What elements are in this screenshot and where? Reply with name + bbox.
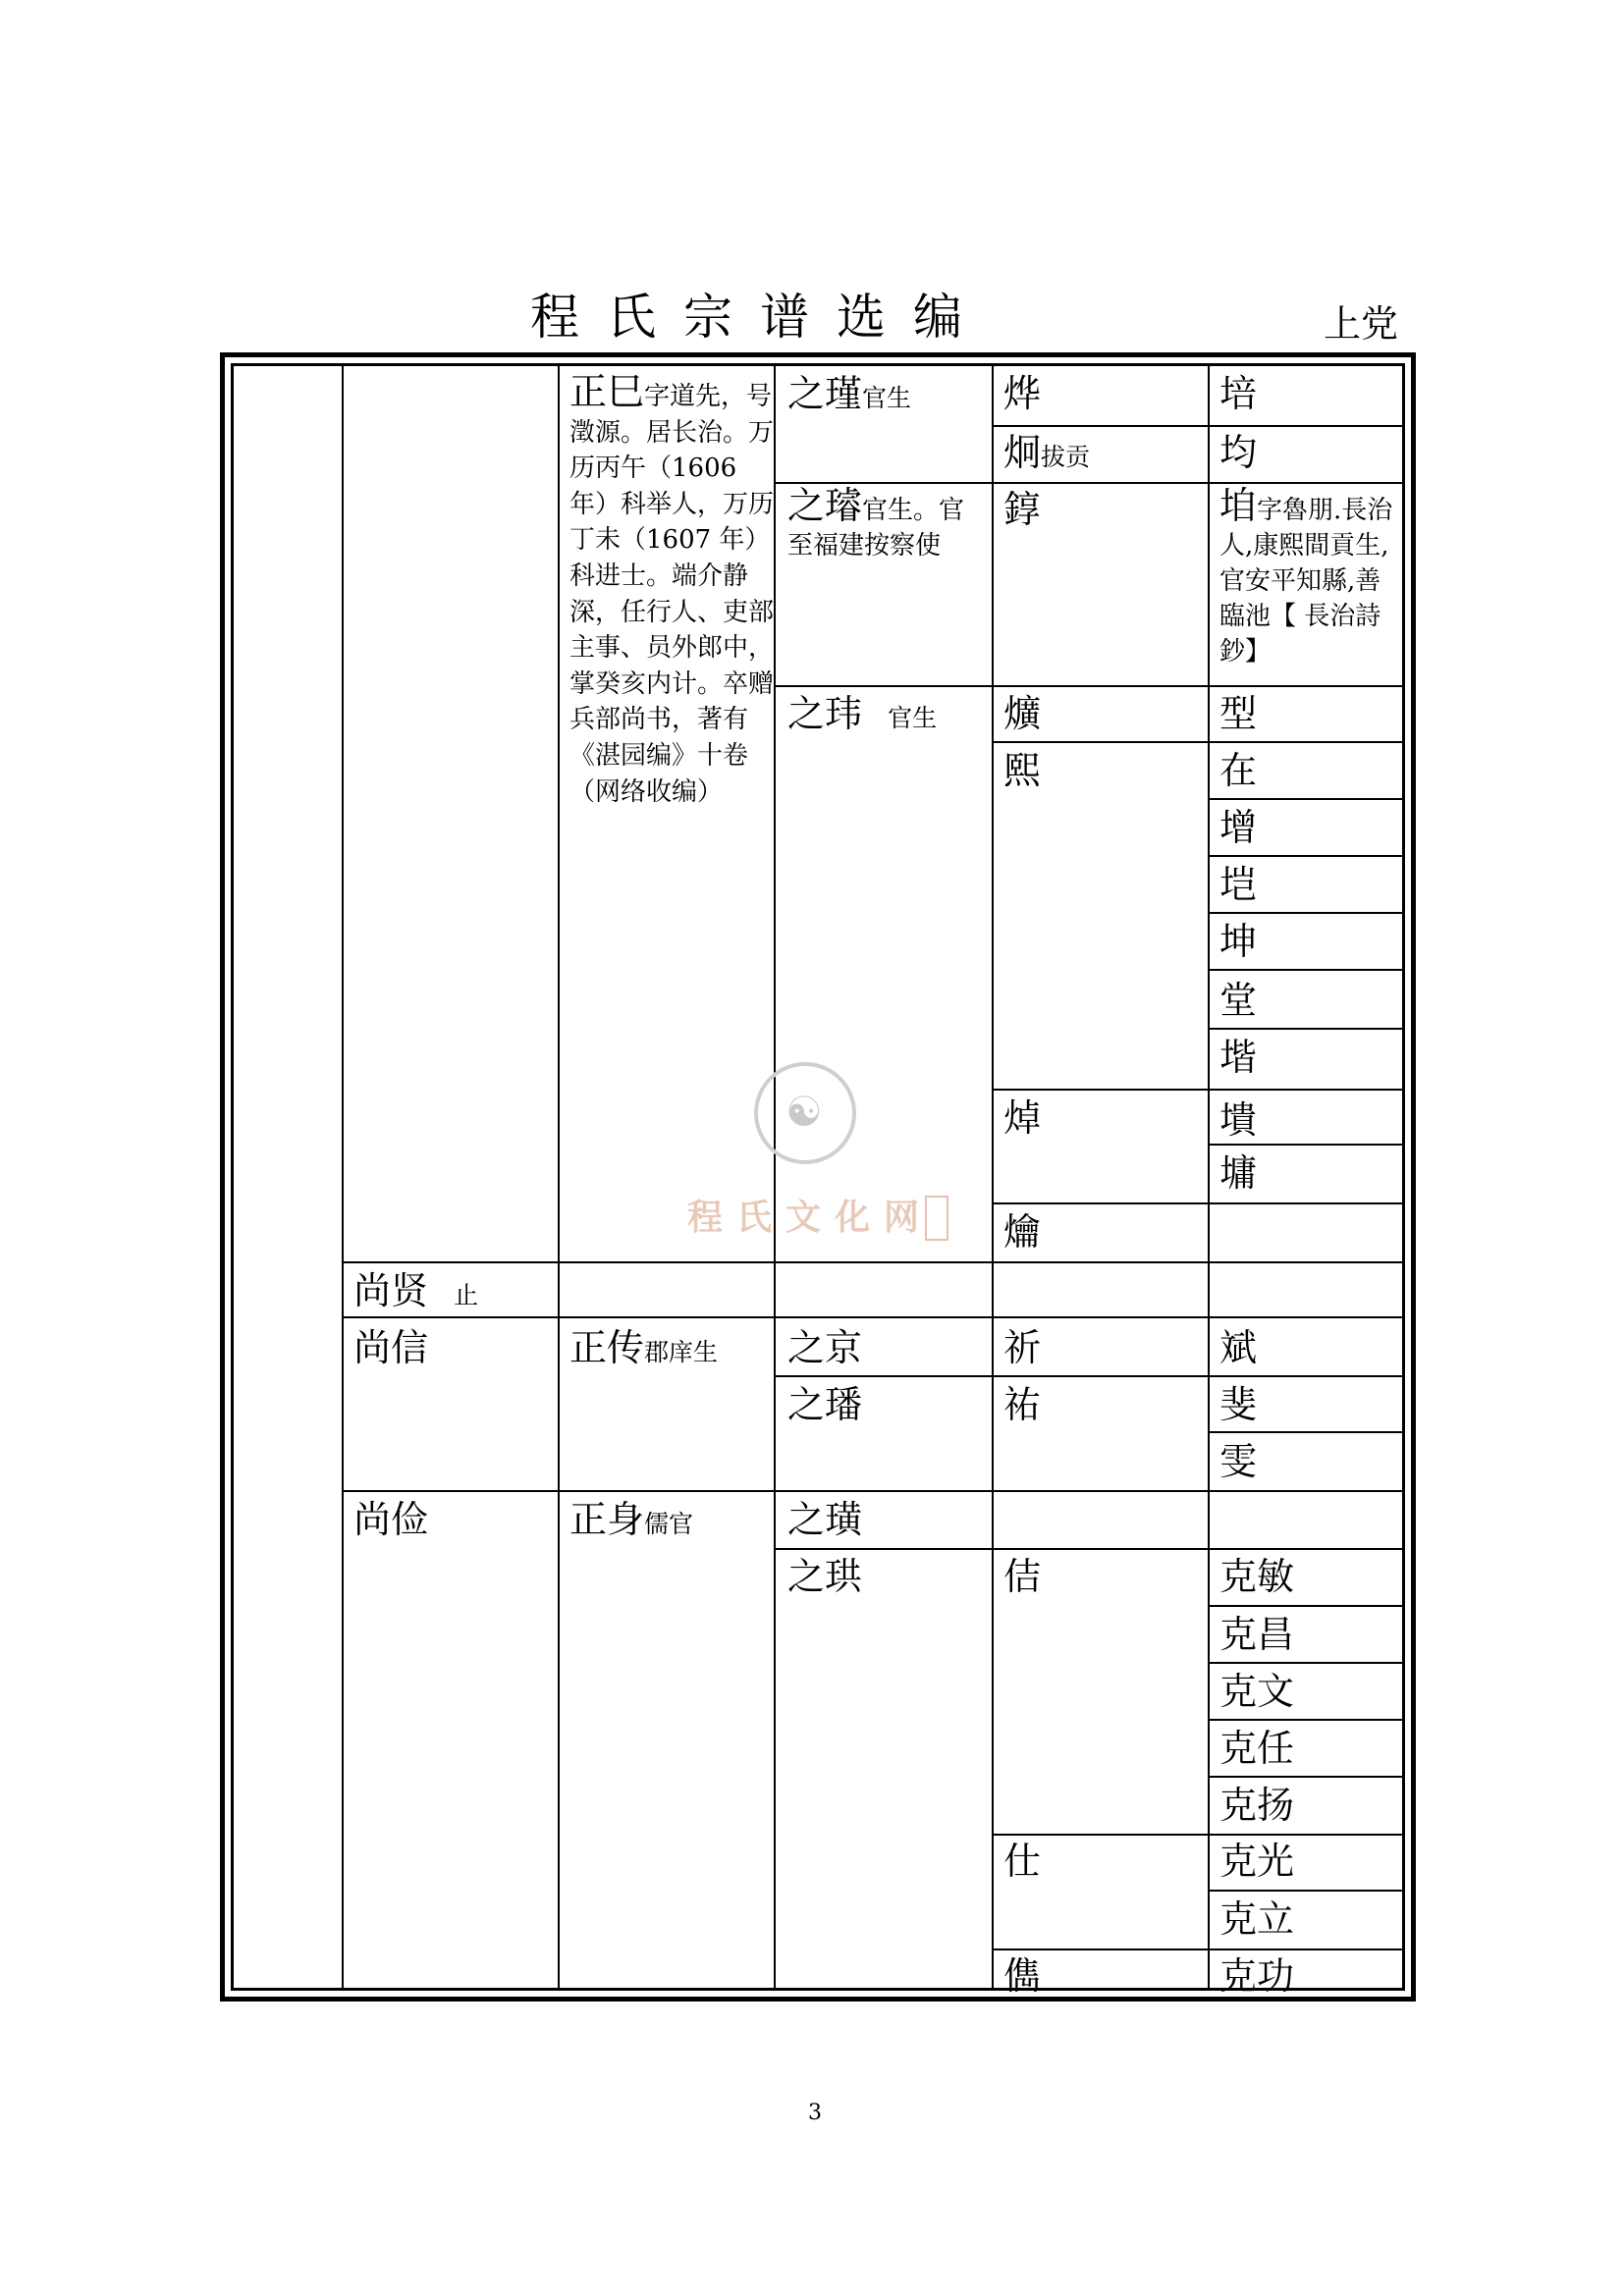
gen4-entry <box>1003 1555 1041 1598</box>
gen1-entry <box>353 1498 428 1541</box>
row-divider <box>774 482 1404 484</box>
gen5-entry: 克敏 <box>1219 1555 1295 1598</box>
gen3-entry <box>787 1498 862 1541</box>
gen4-entry <box>1003 1840 1041 1883</box>
row-divider <box>1208 855 1404 857</box>
row-divider <box>342 1490 1404 1492</box>
column-divider <box>342 366 344 1988</box>
row-divider <box>992 1834 1404 1836</box>
gen4-entry <box>1003 692 1041 735</box>
page-number: 3 <box>808 2101 822 2125</box>
gen4-entry <box>1003 1383 1041 1426</box>
gen3-note: 官生 <box>862 384 912 412</box>
region-label: 上党 <box>1324 302 1399 346</box>
row-divider <box>1208 798 1404 800</box>
gen5-entry: 克立 <box>1219 1897 1295 1941</box>
gen1-entry <box>353 1269 478 1317</box>
gen4-entry <box>1003 431 1090 479</box>
gen5-entry: 克昌 <box>1219 1613 1295 1656</box>
gen3-name: 之珙 <box>787 1555 863 1598</box>
gen3-name: 之瑾 <box>787 372 863 415</box>
gen5-entry: 增 <box>1219 806 1258 849</box>
gen5-description: 字魯朋.長治人,康熙間貢生,官安平知縣,善臨池【 長治詩鈔】 <box>1219 496 1393 667</box>
gen4-entry <box>1003 372 1041 415</box>
gen2-name: 正身 <box>569 1498 645 1541</box>
row-divider <box>342 1316 1404 1318</box>
gen3-entry <box>787 372 911 420</box>
seal-glyph-icon: ☯ <box>785 1088 823 1136</box>
watermark-seal-icon <box>754 1062 856 1164</box>
gen2-note: 儒官 <box>644 1510 694 1538</box>
row-divider <box>1208 1890 1404 1892</box>
gen4-entry <box>1003 1954 1041 1998</box>
gen3-entry <box>787 692 937 740</box>
row-divider <box>1208 1144 1404 1146</box>
gen1-name: 尚信 <box>353 1326 429 1369</box>
gen2-entry <box>569 1326 718 1374</box>
watermark-stamp-icon <box>925 1196 948 1241</box>
genealogy-table <box>231 363 1405 1998</box>
gen1-name: 尚俭 <box>353 1498 429 1541</box>
gen5-entry: 克光 <box>1219 1840 1295 1883</box>
gen1-note: 止 <box>454 1281 479 1309</box>
gen4-name: 爚 <box>1003 1210 1042 1254</box>
gen5-entry: 在 <box>1219 749 1258 792</box>
row-divider <box>992 1202 1404 1204</box>
row-divider <box>1208 1605 1404 1607</box>
gen5-entry: 培 <box>1219 372 1258 415</box>
gen4-entry <box>1003 1096 1041 1140</box>
gen3-name: 之璠 <box>787 1383 863 1426</box>
gen5-entry: 型 <box>1219 692 1258 735</box>
gen4-name: 熙 <box>1003 749 1042 792</box>
gen2-name: 正传 <box>569 1326 645 1369</box>
column-divider <box>992 366 994 1988</box>
gen4-name: 仕 <box>1003 1840 1042 1883</box>
gen4-name: 焯 <box>1003 1096 1042 1140</box>
gen2-note: 郡庠生 <box>644 1338 719 1366</box>
gen3-name: 之玮 <box>787 692 863 735</box>
gen4-entry <box>1003 1210 1041 1254</box>
gen5-entry: 均 <box>1219 431 1258 474</box>
gen5-entry: 克扬 <box>1219 1784 1295 1827</box>
row-divider <box>1208 912 1404 914</box>
row-divider <box>1208 1431 1404 1433</box>
gen4-name: 炯 <box>1003 431 1042 474</box>
row-divider <box>992 741 1404 743</box>
column-divider <box>774 366 776 1988</box>
gen2-description: 字道先，号澂源。居长治。万历丙午（1606 年）科举人，万历丁未（1607 年）科进士。端介静深，任行人、吏部主事、员外郎中，掌癸亥内计。卒赠兵部尚书，著有《湛园编》十卷（网络收编） <box>569 382 775 807</box>
gen3-note: 官生。官至福建按察使 <box>787 496 965 561</box>
gen1-entry <box>353 1326 428 1369</box>
row-divider <box>1208 969 1404 971</box>
gen4-name: 祐 <box>1003 1383 1042 1426</box>
gen4-note: 拔贡 <box>1041 443 1091 471</box>
gen4-entry <box>1003 1326 1041 1369</box>
gen3-name: 之璿 <box>787 484 863 527</box>
gen4-entry <box>1003 749 1041 792</box>
row-divider <box>774 685 1404 687</box>
gen5-entry: 克功 <box>1219 1954 1295 1998</box>
page-title: 程氏宗谱选编 <box>530 289 990 346</box>
gen2-entry <box>569 1498 693 1546</box>
row-divider <box>992 1949 1404 1950</box>
gen5-entry: 克文 <box>1219 1670 1295 1713</box>
gen4-name: 錞 <box>1003 488 1042 531</box>
gen4-name: 爌 <box>1003 692 1042 735</box>
row-divider <box>1208 1028 1404 1030</box>
gen4-name: 祈 <box>1003 1326 1042 1369</box>
gen4-name: 儁 <box>1003 1954 1042 1998</box>
gen5-entry: 墉 <box>1219 1151 1258 1195</box>
gen3-name: 之璜 <box>787 1498 863 1541</box>
row-divider <box>992 425 1404 427</box>
row-divider <box>342 1261 1404 1263</box>
row-divider <box>992 1089 1404 1091</box>
gen4-entry <box>1003 488 1041 531</box>
gen1-name: 尚贤 <box>353 1269 429 1312</box>
gen5-entry: 克任 <box>1219 1727 1295 1770</box>
gen5-entry: 堦 <box>1219 1036 1258 1079</box>
gen3-entry <box>787 1383 862 1426</box>
gen3-entry-zhixuan <box>787 484 976 563</box>
row-divider <box>1208 1776 1404 1778</box>
gen3-entry <box>787 1555 862 1598</box>
gen5-entry: 堂 <box>1219 979 1258 1022</box>
gen5-name: 垍 <box>1219 484 1258 527</box>
row-divider <box>774 1375 1404 1377</box>
gen5-entry: 雯 <box>1219 1440 1258 1483</box>
gen2-entry-zhengsi <box>569 370 775 810</box>
column-divider <box>558 366 560 1988</box>
column-divider <box>1208 366 1210 1988</box>
gen4-name: 佶 <box>1003 1555 1042 1598</box>
gen5-entry-ji <box>1219 484 1402 669</box>
gen3-name: 之京 <box>787 1326 863 1369</box>
gen3-note: 官生 <box>888 704 938 732</box>
gen5-entry: 斐 <box>1219 1383 1258 1426</box>
gen5-entry: 坤 <box>1219 920 1258 963</box>
gen5-entry: 斌 <box>1219 1326 1258 1369</box>
gen5-entry: 垲 <box>1219 863 1258 906</box>
row-divider <box>1208 1719 1404 1721</box>
gen5-entry: 墤 <box>1219 1098 1258 1142</box>
row-divider <box>1208 1662 1404 1664</box>
gen2-name: 正巳 <box>569 370 645 413</box>
row-divider <box>774 1548 1404 1550</box>
watermark-text: 程氏文化网 <box>687 1198 934 1238</box>
gen3-entry <box>787 1326 862 1369</box>
gen4-name: 烨 <box>1003 372 1042 415</box>
